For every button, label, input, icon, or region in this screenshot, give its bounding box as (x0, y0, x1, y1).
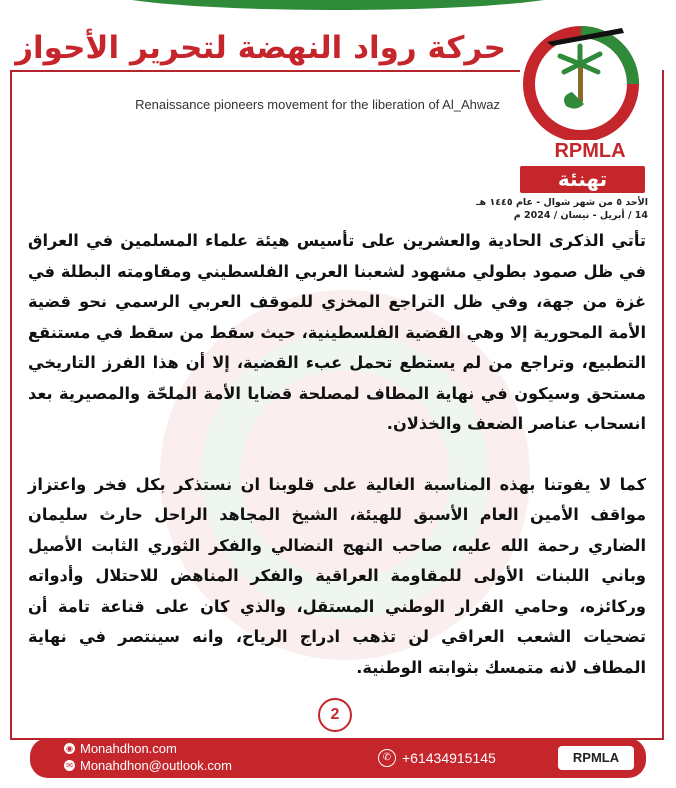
frame-top-line (10, 70, 520, 72)
paragraph-1: تأتي الذكرى الحادية والعشرين على تأسيس هيئة علماء المسلمين في العراق في ظل صمود بطولي مشهود لشعبنا العربي الفلسطيني ومقاومته البطلة في غزة من جهة، وفي ظل التراجع المخزي للموقف العربي الرسمي نحو قضية الأمة المحورية إلا وهي القضية الفلسطينية، حيث سقط من سقط في مستنقع التطبيع، وتراجع من لم يستطع تحمل عبء القضية، إلا أن هذا الفرز التاريخي مستحق وسيكون في نهاية المطاف لمصلحة قضايا الأمة الملحّة والمصيرية بعد انسحاب عناصر الضعف والخذلان. (28, 231, 646, 433)
hijri-date: الأحد ٥ من شهر شوال - عام ١٤٤٥ هـ (476, 197, 648, 208)
logo-abbreviation: RPMLA (554, 140, 626, 162)
email-icon: ✉ (64, 760, 75, 771)
footer-badge: RPMLA (558, 746, 634, 770)
phone-number[interactable]: +61434915145 (402, 750, 496, 766)
phone-row[interactable] (378, 749, 496, 767)
website-link[interactable]: Monahdhon.com (80, 741, 177, 756)
statement-body (28, 226, 646, 683)
gregorian-date: 14 / أبريل - نيسان / 2024 م (513, 210, 648, 221)
organization-subtitle-english: Renaissance pioneers movement for the liberation of Al_Ahwaz (135, 97, 500, 112)
movement-logo (522, 22, 640, 140)
phone-icon: ✆ (378, 749, 396, 767)
congratulation-banner: تهنئة (520, 166, 645, 193)
website-row[interactable] (64, 741, 177, 756)
organization-title-arabic: حركة رواد النهضة لتحرير الأحواز (15, 30, 506, 66)
paragraph-2: كما لا يفوتنا بهذه المناسبة الغالية على قلوبنا ان نستذكر بكل فخر واعتزاز مواقف الأمين العام الأسبق للهيئة، الشيخ المجاهد الراحل حارث سليمان الضاري رحمة الله عليه، صاحب النهج النضالي والفكر الثوري الثابت الأصيل وباني اللبنات الأولى للمقاومة العراقية والفكر المناهض للاحتلال وأدواته وركائزه، وحامي القرار الوطني المستقل، والذي كان على قناعة تامة أن تضحيات الشعب العراقي لن تذهب ادراج الرياح، وانه سينتصر في نهاية المطاف لانه متمسك بثوابته الوطنية. (28, 474, 646, 677)
email-row[interactable] (64, 758, 232, 773)
palm-trunk (578, 62, 583, 102)
globe-icon: ◉ (64, 743, 75, 754)
page-number: 2 (318, 698, 352, 732)
top-green-arc (100, 0, 576, 10)
email-link[interactable]: Monahdhon@outlook.com (80, 758, 232, 773)
